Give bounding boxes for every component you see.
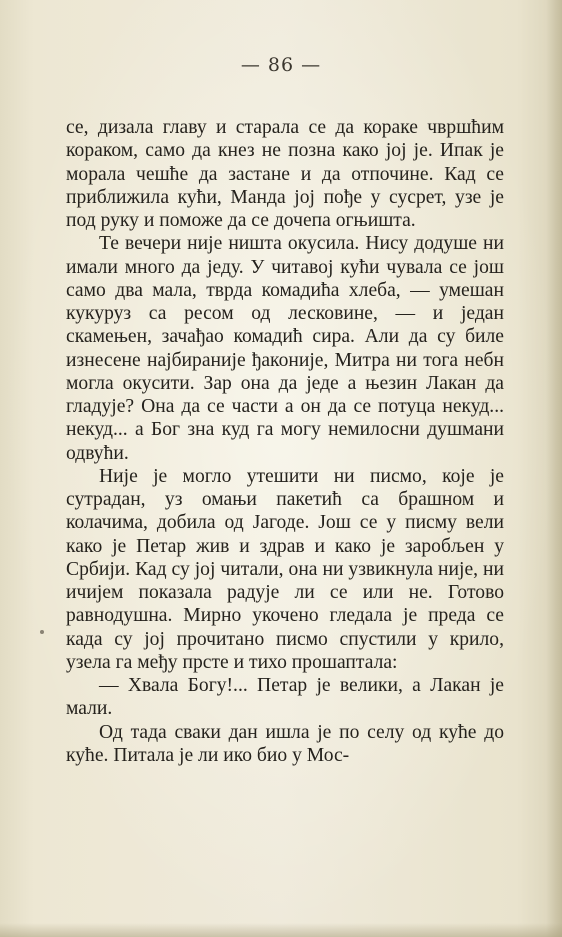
paragraph: — Хвала Богу!... Петар је велики, а Лакан је мали. xyxy=(66,675,504,720)
paragraph: се, дизала главу и старала се да кораке чвршћим кораком, само да кнез не позна како јој је. Ипак је морала чешће да застане и да отпочине. Кад се приближила кући, Манда јој пође у сусрет, узе је под руку и поможе да се дочепа огњишта. xyxy=(66,117,504,231)
page-edge-shadow-right xyxy=(546,0,562,937)
page-edge-shadow-bottom xyxy=(0,923,562,937)
paragraph: Није је могло утешити ни писмо, које је сутрадан, уз омањи пакетић са брашном и колачима, добила од Јагоде. Још се у писму вели како је Петар жив и здрав и како је заробљен у Србији. Кад су јој читали, она ни узвикнула није, ни ичијем показала радује ли се или не. Готово равнодушна. Мирно укочено гледала је преда се када су јој прочитано писмо спустили у крило, узела га међу прсте и тихо прошаптала: xyxy=(66,465,504,673)
body-text xyxy=(66,116,504,767)
paragraph: Од тада сваки дан ишла је по селу од куће до куће. Питала је ли ико био у Мос- xyxy=(66,721,504,766)
page-number: — 86 — xyxy=(240,54,322,76)
paragraph: Те вечери није ништа окусила. Нису додуше ни имали много да једу. У читавој кући чувала се још само два мала, тврда комадића хлеба, — умешан кукуруз са ресом од лесковине, — и један скамењен, зачађао комадић сира. Али да су биле изнесене најбираније ђаконије, Митра ни тога небн могла окусити. Зар она да једе а њезин Лакан да гладује? Она да се части а он да се потуца некуд... некуд... а Бог зна куд га могу немилосни душмани одвући. xyxy=(66,233,504,464)
margin-mark xyxy=(40,630,44,634)
